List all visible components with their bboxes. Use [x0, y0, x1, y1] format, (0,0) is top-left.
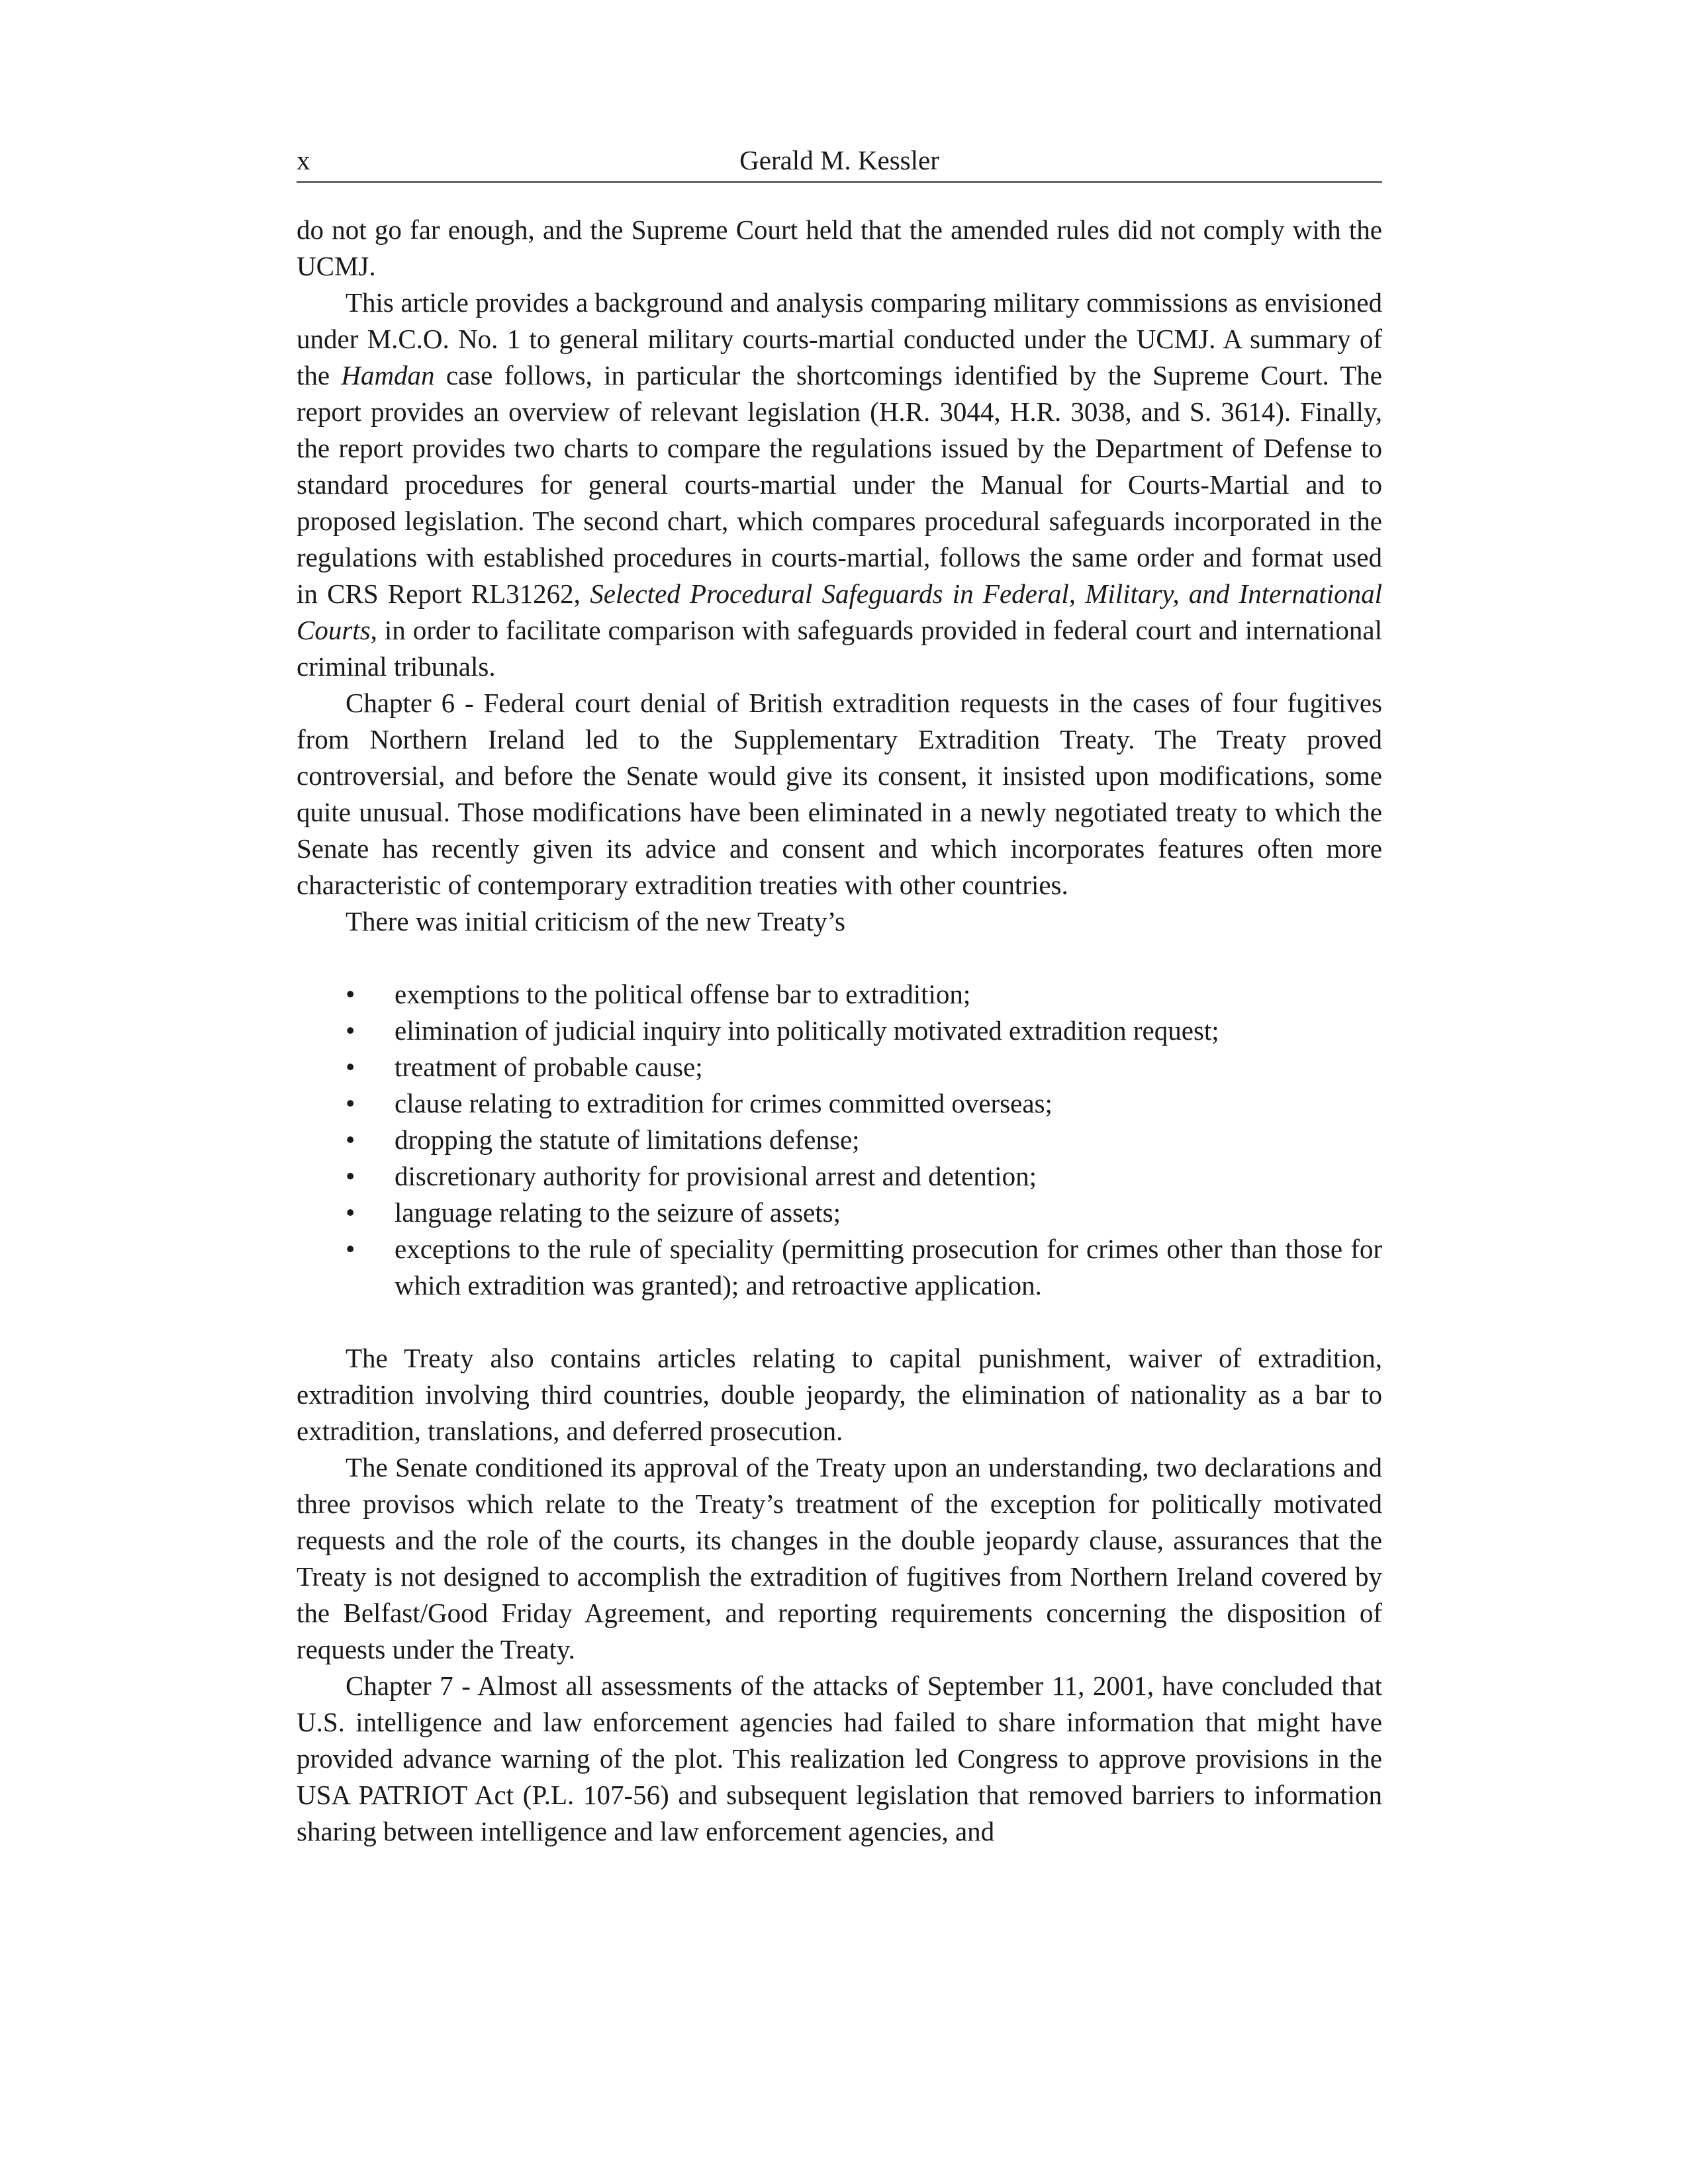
criticism-list: [297, 976, 1382, 1304]
book-page: [297, 139, 1382, 1850]
list-item-text: language relating to the seizure of assets;: [395, 1197, 841, 1228]
paragraph-treaty-articles: The Treaty also contains articles relating to capital punishment, waiver of extradition, extradition involving third countries, double jeopardy, the elimination of nationality as a bar to extradition, translations, and deferred prosecution.: [297, 1343, 1382, 1446]
paragraph-chapter-6: Chapter 6 - Federal court denial of British extradition requests in the cases of four fugitives from Northern Ireland led to the Supplementary Extradition Treaty. The Treaty proved controversial, and before the Senate would give its consent, it insisted upon modifications, some quite unusual. Those modifications have been eliminated in a newly negotiated treaty to which the Senate has recently given its advice and consent and which incorporates features often more characteristic of contemporary extradition treaties with other countries.: [297, 688, 1382, 900]
report-title: Selected Procedural Safeguards in Federal, Military, and International Courts: [297, 578, 1382, 645]
list-item-text: dropping the statute of limitations defense;: [395, 1124, 860, 1155]
bullet-icon: •: [346, 1088, 355, 1118]
list-item-text: exemptions to the political offense bar to extradition;: [395, 979, 971, 1009]
text-run: This article provides a background and analysis comparing military commissions as envisioned under M.C.O. No. 1 to general military courts-martial conducted under the UCMJ. A summary of the: [297, 287, 1382, 390]
list-item-text: discretionary authority for provisional arrest and detention;: [395, 1161, 1037, 1191]
bullet-icon: •: [346, 1124, 355, 1155]
running-head-author: Gerald M. Kessler: [739, 145, 939, 175]
text-run: , in order to facilitate comparison with safeguards provided in federal court and international criminal tribunals.: [297, 615, 1382, 682]
paragraph-criticism-intro: There was initial criticism of the new Treaty’s: [346, 906, 845, 936]
paragraph-senate-conditions: The Senate conditioned its approval of the Treaty upon an understanding, two declarations and three provisos which relate to the Treaty’s treatment of the exception for politically motivated requests and the role of the courts, its changes in the double jeopardy clause, assurances that the Treaty is not designed to accomplish the extradition of fugitives from Northern Ireland covered by the Belfast/Good Friday Agreement, and reporting requirements concerning the disposition of requests under the Treaty.: [297, 1452, 1382, 1664]
page-number: x: [297, 145, 310, 175]
paragraph-continuation: do not go far enough, and the Supreme Court held that the amended rules did not comply with the UCMJ.: [297, 214, 1382, 281]
list-item: [297, 1085, 1382, 1122]
bullet-icon: •: [346, 1197, 355, 1228]
bullet-icon: •: [346, 1161, 355, 1191]
list-item-text: clause relating to extradition for crimes committed overseas;: [395, 1088, 1053, 1118]
list-item: [297, 1013, 1382, 1049]
paragraph-chapter-7: Chapter 7 - Almost all assessments of the attacks of September 11, 2001, have concluded that U.S. intelligence and law enforcement agencies had failed to share information that might have provided advance warning of the plot. This realization led Congress to approve provisions in the USA PATRIOT Act (P.L. 107-56) and subsequent legislation that removed barriers to information sharing between intelligence and law enforcement agencies, and: [297, 1670, 1382, 1846]
text-run: case follows, in particular the shortcomings identified by the Supreme Court. The report provides an overview of relevant legislation (H.R. 3044, H.R. 3038, and S. 3614). Finally, the report provides two charts to compare the regulations issued by the Department of Defense to standard procedures for general courts-martial under the Manual for Courts-Martial and to proposed legislation. The second chart, which compares procedural safeguards incorporated in the regulations with established procedures in courts-martial, follows the same order and format used in CRS Report RL31262,: [297, 360, 1382, 609]
bullet-icon: •: [346, 979, 355, 1009]
paragraph-article-overview: [297, 285, 1382, 685]
list-item: [297, 1158, 1382, 1195]
list-item: [297, 1195, 1382, 1231]
list-item: [297, 976, 1382, 1013]
body-text: [297, 212, 1382, 1850]
bullet-icon: •: [346, 1015, 355, 1046]
running-header: [297, 139, 1382, 183]
bullet-icon: •: [346, 1052, 355, 1082]
list-item-text: elimination of judicial inquiry into politically motivated extradition request;: [395, 1015, 1219, 1046]
list-item: [297, 1231, 1382, 1304]
list-item: [297, 1049, 1382, 1085]
list-item: [297, 1122, 1382, 1158]
bullet-icon: •: [346, 1234, 355, 1264]
list-item-text: treatment of probable cause;: [395, 1052, 703, 1082]
list-item-text: exceptions to the rule of speciality (permitting prosecution for crimes other than those for which extradition was granted); and retroactive application.: [395, 1234, 1382, 1300]
case-name: Hamdan: [341, 360, 435, 390]
